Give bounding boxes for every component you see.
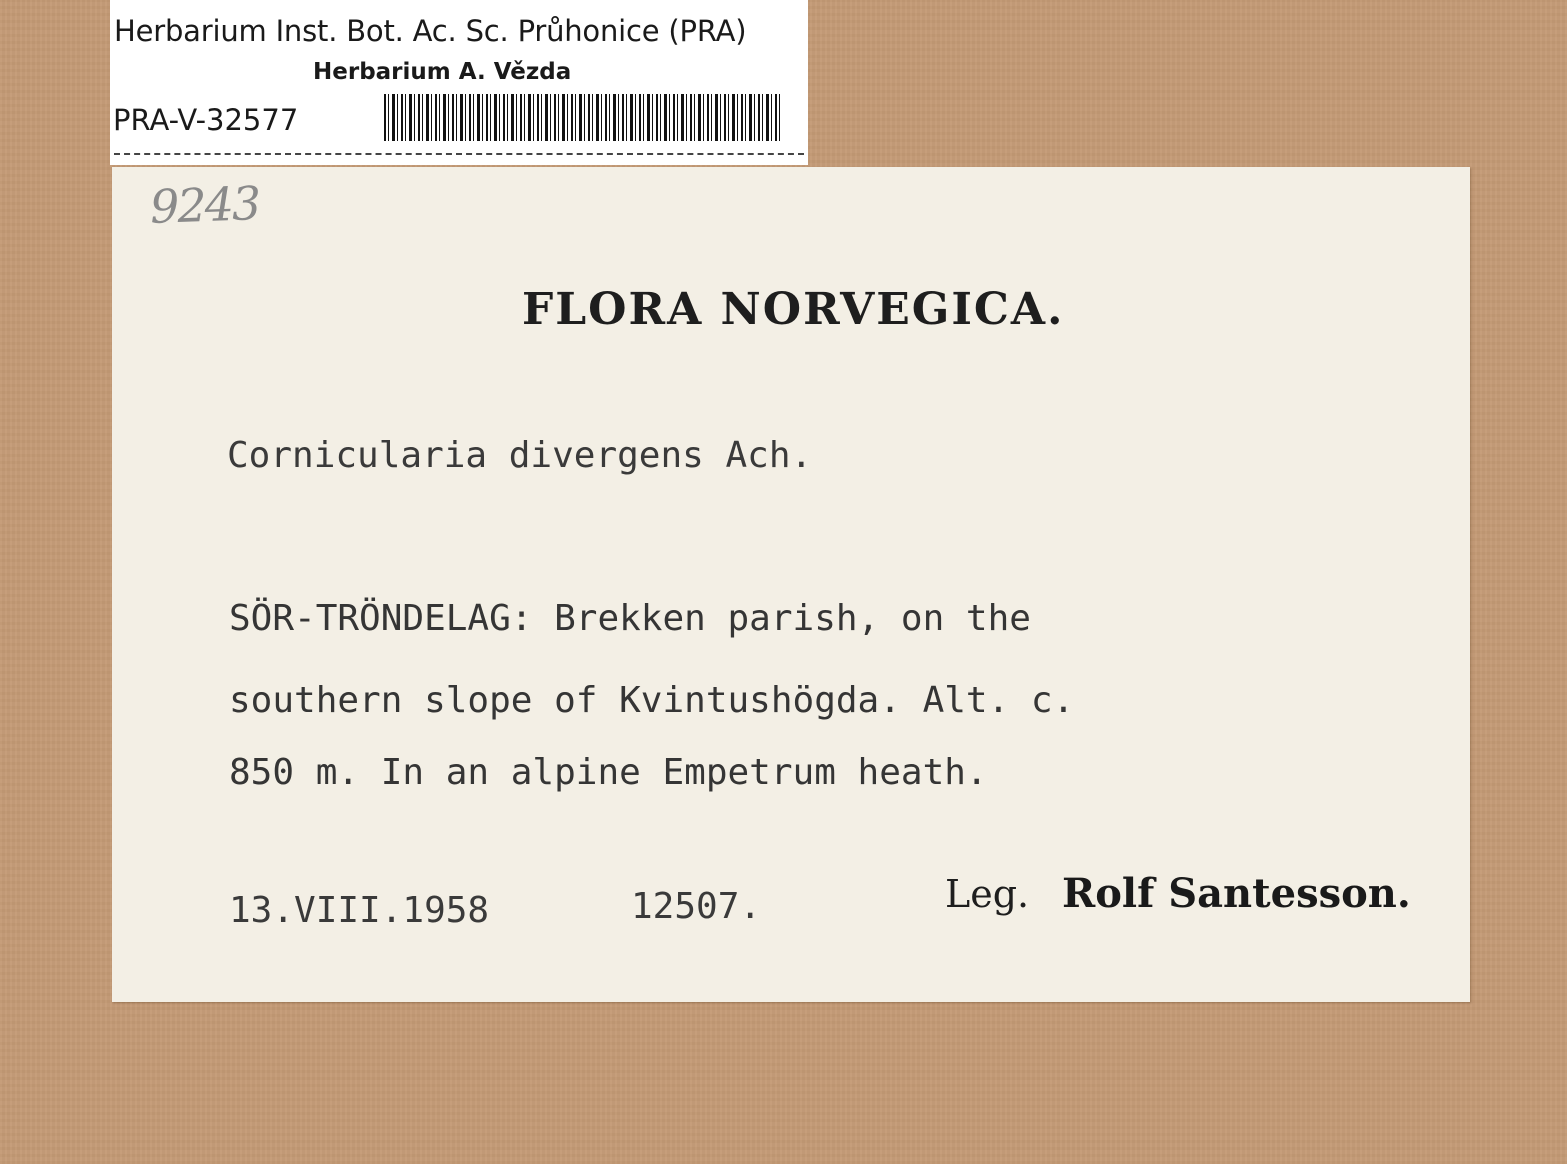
handwritten-number: 9243	[149, 176, 260, 234]
collection-date: 13.VIII.1958	[229, 890, 490, 931]
collection-number: 12507.	[631, 886, 762, 927]
collector-name: Rolf Santesson.	[1062, 870, 1411, 917]
locality-line: 850 m. In an alpine Empetrum heath.	[229, 752, 988, 793]
locality-line: southern slope of Kvintushögda. Alt. c.	[229, 680, 1075, 721]
locality-line: SÖR-TRÖNDELAG: Brekken parish, on the	[229, 598, 1031, 639]
cut-line-divider	[114, 153, 804, 155]
label-title: FLORA NORVEGICA.	[522, 284, 1065, 335]
catalog-number: PRA-V-32577	[113, 103, 299, 137]
collection-name: Herbarium A. Vězda	[313, 59, 572, 85]
species-name: Cornicularia divergens Ach.	[227, 435, 813, 476]
leg-prefix: Leg.	[945, 872, 1030, 916]
institution-name: Herbarium Inst. Bot. Ac. Sc. Průhonice (PRA)	[114, 14, 747, 48]
institution-label	[110, 0, 808, 165]
barcode-icon	[384, 94, 782, 141]
